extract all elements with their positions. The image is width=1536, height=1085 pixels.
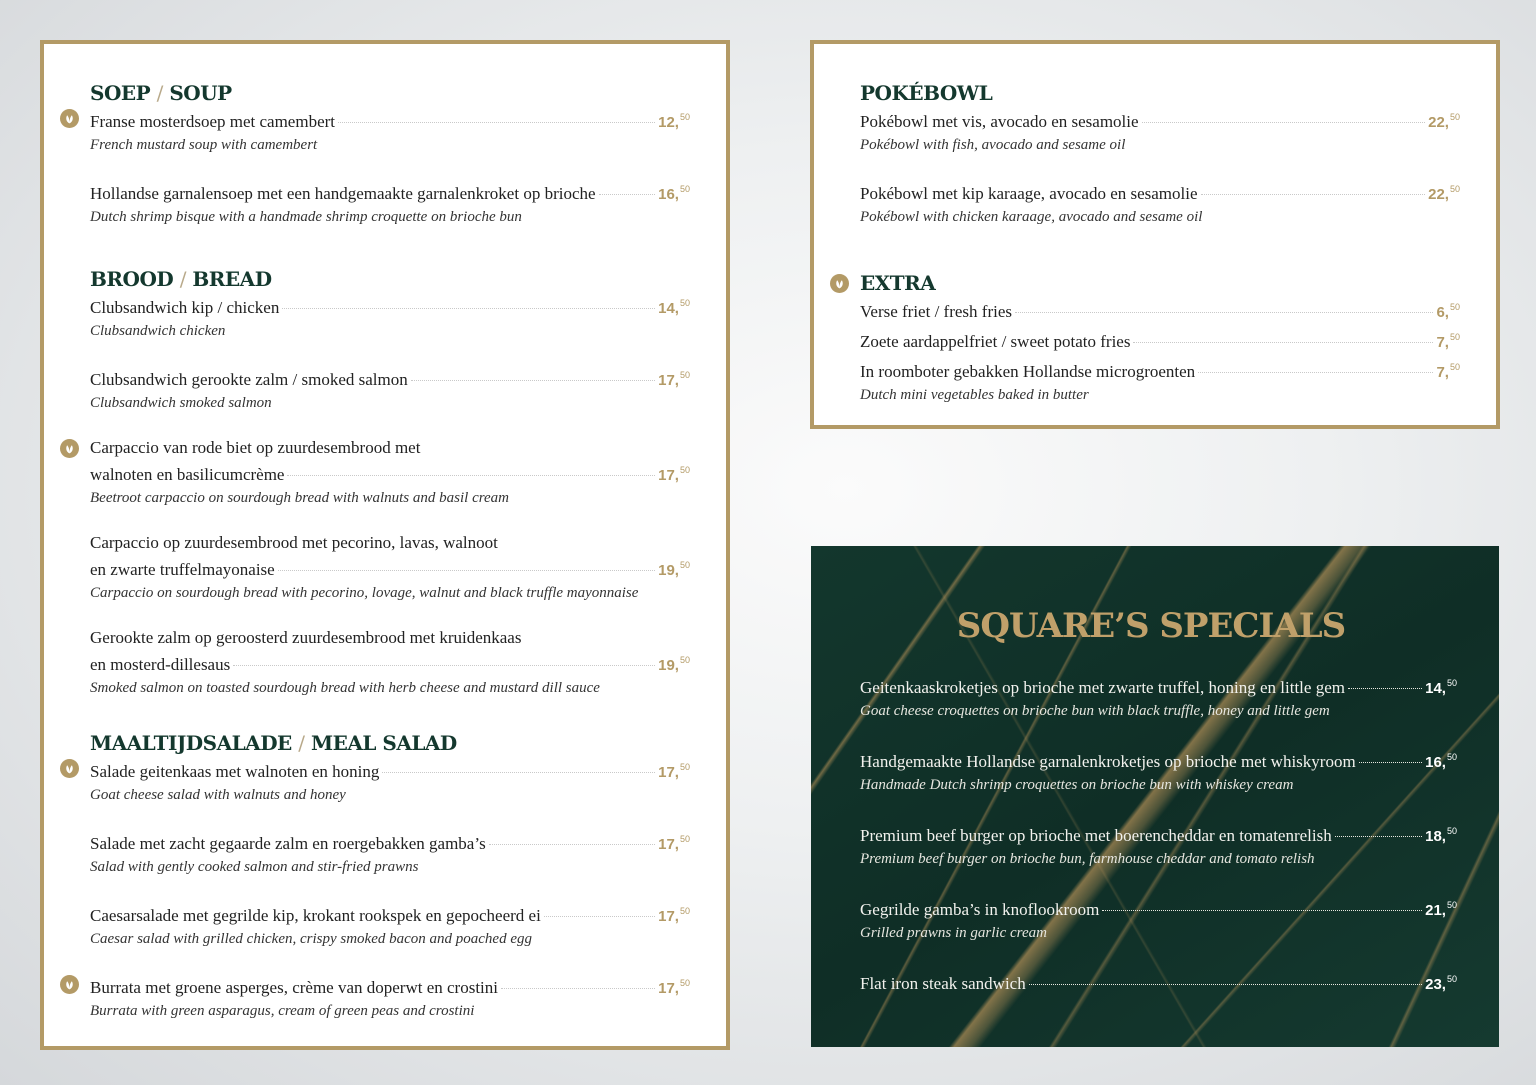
section-meal-salad	[90, 730, 690, 1044]
item-translation: Dutch shrimp bisque with a handmade shrimp croquette on brioche bun	[90, 209, 522, 225]
item-price: 17,50	[658, 978, 690, 997]
menu-item	[90, 106, 690, 156]
leader-dots	[1335, 836, 1422, 837]
section-title-bread	[90, 266, 690, 292]
section-title-nl: BROOD	[90, 267, 174, 291]
section-title-text: EXTRA	[860, 271, 936, 295]
menu-item	[90, 626, 690, 699]
section-title-nl: SOEP	[90, 81, 151, 105]
item-price: 17,50	[658, 370, 690, 389]
vegetarian-leaf-icon	[60, 975, 79, 994]
item-translation: French mustard soup with camembert	[90, 137, 318, 153]
item-price: 16,50	[1425, 752, 1457, 771]
item-price: 17,50	[658, 906, 690, 925]
leader-dots	[278, 570, 655, 571]
item-price: 21,50	[1425, 900, 1457, 919]
item-translation: Clubsandwich chicken	[90, 323, 226, 339]
item-translation: Burrata with green asparagus, cream of green peas and crostini	[90, 1003, 475, 1019]
menu-item	[860, 326, 1460, 354]
leader-dots	[501, 988, 655, 989]
section-specials	[860, 672, 1457, 1018]
title-separator: /	[298, 731, 305, 755]
menu-panel-left	[40, 40, 730, 1050]
item-price: 14,50	[1425, 678, 1457, 697]
item-translation: Smoked salmon on toasted sourdough bread with herb cheese and mustard dill sauce	[90, 680, 600, 696]
section-title-extra	[860, 270, 1460, 296]
item-price: 17,50	[658, 834, 690, 853]
leader-dots	[233, 665, 655, 666]
item-name: Zoete aardappelfriet / sweet potato fries	[860, 332, 1131, 351]
item-price: 16,50	[658, 184, 690, 203]
item-translation: Clubsandwich smoked salmon	[90, 395, 272, 411]
item-name: Gegrilde gamba’s in knoflookroom	[860, 900, 1100, 919]
leader-dots	[489, 844, 655, 845]
leader-dots	[338, 122, 655, 123]
item-price: 19,50	[658, 560, 690, 579]
item-translation: Grilled prawns in garlic cream	[860, 925, 1047, 941]
section-extra	[860, 270, 1460, 408]
menu-item	[860, 356, 1460, 406]
vegetarian-leaf-icon	[60, 759, 79, 778]
section-soup	[90, 80, 690, 250]
item-price: 12,50	[658, 112, 690, 131]
item-name: Handgemaakte Hollandse garnalenkroketjes op brioche met whiskyroom	[860, 752, 1356, 771]
menu-item	[860, 968, 1457, 996]
menu-item	[860, 106, 1460, 156]
menu-panel-right	[810, 40, 1500, 429]
item-name: In roomboter gebakken Hollandse microgroenten	[860, 362, 1196, 381]
item-name: Clubsandwich kip / chicken	[90, 298, 280, 317]
menu-item	[90, 292, 690, 342]
item-translation: Goat cheese salad with walnuts and honey	[90, 787, 346, 803]
section-pokebowl	[860, 80, 1460, 250]
menu-item	[90, 900, 690, 950]
item-name: Pokébowl met kip karaage, avocado en sesamolie	[860, 184, 1198, 203]
specials-title: SQUARE’S SPECIALS	[956, 606, 1346, 646]
leader-dots	[544, 916, 655, 917]
vegetarian-leaf-icon	[60, 439, 79, 458]
item-name-line1: Gerookte zalm op geroosterd zuurdesembrood met kruidenkaas	[90, 628, 522, 647]
item-name: walnoten en basilicumcrème	[90, 465, 285, 484]
item-price: 6,50	[1436, 302, 1460, 321]
item-translation: Goat cheese croquettes on brioche bun with black truffle, honey and little gem	[860, 703, 1330, 719]
leader-dots	[1133, 342, 1433, 343]
leader-dots	[1201, 194, 1426, 195]
item-name: Verse friet / fresh fries	[860, 302, 1012, 321]
menu-item	[860, 746, 1457, 796]
menu-item	[90, 436, 690, 509]
item-price: 19,50	[658, 655, 690, 674]
menu-item	[90, 531, 690, 604]
section-title-en: MEAL SALAD	[310, 731, 457, 755]
item-translation: Premium beef burger on brioche bun, farmhouse cheddar and tomato relish	[860, 851, 1315, 867]
item-name: Pokébowl met vis, avocado en sesamolie	[860, 112, 1139, 131]
item-translation: Salad with gently cooked salmon and stir-fried prawns	[90, 859, 419, 875]
item-price: 7,50	[1436, 362, 1460, 381]
leader-dots	[1142, 122, 1426, 123]
leader-dots	[287, 475, 655, 476]
menu-item	[860, 672, 1457, 722]
item-translation: Pokébowl with chicken karaage, avocado and sesame oil	[860, 209, 1203, 225]
item-translation: Beetroot carpaccio on sourdough bread with walnuts and basil cream	[90, 490, 509, 506]
leader-dots	[1015, 312, 1433, 313]
item-name: Hollandse garnalensoep met een handgemaakte garnalenkroket op brioche	[90, 184, 596, 203]
leader-dots	[599, 194, 656, 195]
section-title-meal-salad	[90, 730, 690, 756]
title-separator: /	[156, 81, 163, 105]
item-translation: Caesar salad with grilled chicken, crispy smoked bacon and poached egg	[90, 931, 533, 947]
leader-dots	[1348, 688, 1422, 689]
menu-item	[860, 894, 1457, 944]
item-name: en mosterd-dillesaus	[90, 655, 231, 674]
title-separator: /	[179, 267, 186, 291]
item-name: Geitenkaaskroketjes op brioche met zwarte truffel, honing en little gem	[860, 678, 1345, 697]
item-name: Salade met zacht gegaarde zalm en roergebakken gamba’s	[90, 834, 486, 853]
leader-dots	[382, 772, 655, 773]
menu-item	[860, 820, 1457, 870]
leader-dots	[1198, 372, 1433, 373]
item-name: Salade geitenkaas met walnoten en honing	[90, 762, 380, 781]
menu-item	[860, 178, 1460, 228]
menu-item	[90, 178, 690, 228]
item-price: 7,50	[1436, 332, 1460, 351]
item-name-line1: Carpaccio van rode biet op zuurdesembrood met	[90, 438, 421, 457]
item-price: 17,50	[658, 465, 690, 484]
leader-dots	[411, 380, 655, 381]
section-title-nl: MAALTIJDSALADE	[90, 731, 292, 755]
vegetarian-leaf-icon	[830, 274, 849, 293]
item-name: Clubsandwich gerookte zalm / smoked salmon	[90, 370, 408, 389]
item-price: 22,50	[1428, 184, 1460, 203]
menu-item	[90, 828, 690, 878]
item-price: 22,50	[1428, 112, 1460, 131]
leader-dots	[1029, 984, 1422, 985]
menu-item	[90, 364, 690, 414]
section-title-en: BREAD	[192, 267, 272, 291]
item-price: 14,50	[658, 298, 690, 317]
menu-item	[90, 972, 690, 1022]
item-translation: Carpaccio on sourdough bread with pecorino, lovage, walnut and black truffle mayonnaise	[90, 585, 639, 601]
item-name: Franse mosterdsoep met camembert	[90, 112, 336, 131]
menu-item	[90, 756, 690, 806]
item-price: 18,50	[1425, 826, 1457, 845]
item-name: Premium beef burger op brioche met boerencheddar en tomatenrelish	[860, 826, 1332, 845]
item-name: Caesarsalade met gegrilde kip, krokant rookspek en gepocheerd ei	[90, 906, 541, 925]
item-name-line1: Carpaccio op zuurdesembrood met pecorino, lavas, walnoot	[90, 533, 498, 552]
leader-dots	[282, 308, 655, 309]
item-translation: Handmade Dutch shrimp croquettes on brioche bun with whiskey cream	[860, 777, 1294, 793]
section-title-en: SOUP	[169, 81, 232, 105]
item-price: 17,50	[658, 762, 690, 781]
specials-panel	[811, 546, 1499, 1047]
leader-dots	[1102, 910, 1422, 911]
item-name: Burrata met groene asperges, crème van doperwt en crostini	[90, 978, 498, 997]
vegetarian-leaf-icon	[60, 109, 79, 128]
section-bread	[90, 266, 690, 721]
item-translation: Pokébowl with fish, avocado and sesame oil	[860, 137, 1126, 153]
item-price: 23,50	[1425, 974, 1457, 993]
item-name: en zwarte truffelmayonaise	[90, 560, 275, 579]
item-name: Flat iron steak sandwich	[860, 974, 1026, 993]
section-title-soup	[90, 80, 690, 106]
item-translation: Dutch mini vegetables baked in butter	[860, 387, 1089, 403]
leader-dots	[1359, 762, 1422, 763]
menu-item	[860, 296, 1460, 324]
section-title-pokebowl: POKÉBOWL	[860, 81, 993, 105]
